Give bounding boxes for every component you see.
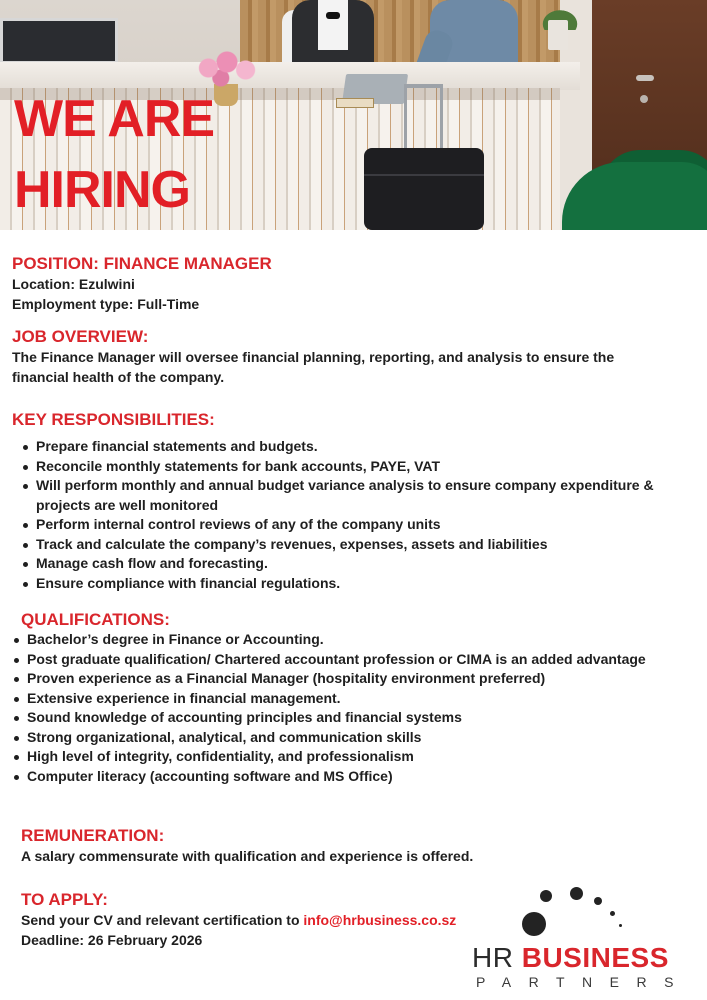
qualifications-heading: QUALIFICATIONS:	[21, 610, 170, 629]
overview-section	[12, 327, 662, 387]
overview-text: The Finance Manager will oversee financial planning, reporting, and analysis to ensure the financial health of the company.	[12, 349, 615, 385]
employment-type-text: Employment type: Full-Time	[12, 295, 200, 312]
logo-wordmark	[472, 942, 669, 974]
list-item: Strong organizational, analytical, and communication skills	[12, 728, 652, 748]
position-heading: POSITION: FINANCE MANAGER	[12, 254, 272, 273]
list-item: Prepare financial statements and budgets.	[21, 437, 672, 457]
hero-title-line2: HIRING	[14, 161, 190, 219]
remuneration-text: A salary commensurate with qualification and experience is offered.	[21, 848, 474, 864]
door-handle	[636, 75, 654, 81]
monitor	[0, 18, 118, 64]
logo-dot	[540, 890, 552, 902]
suitcase-handle-left	[404, 86, 407, 150]
responsibilities-list	[12, 437, 672, 593]
overview-heading: JOB OVERVIEW:	[12, 327, 149, 346]
list-item: Post graduate qualification/ Chartered accountant profession or CIMA is an added advantage	[12, 650, 652, 670]
apply-instruction: Send your CV and relevant certification to	[21, 912, 304, 928]
logo-business-text: BUSINESS	[521, 942, 669, 973]
deadline-text: Deadline: 26 February 2026	[21, 931, 203, 948]
logo-partners-text: PARTNERS	[476, 974, 691, 990]
logo-dot	[522, 912, 546, 936]
flowers	[196, 48, 258, 88]
desk-sign	[336, 98, 374, 108]
sofa	[562, 162, 707, 230]
logo-dot	[570, 887, 583, 900]
plant-pot	[548, 20, 568, 50]
qualifications-list	[12, 630, 652, 786]
suitcase-stripe	[364, 174, 484, 176]
suitcase-handle-right	[440, 86, 443, 150]
list-item: Ensure compliance with financial regulations.	[21, 574, 672, 594]
remuneration-section	[21, 826, 661, 867]
remuneration-heading: REMUNERATION:	[21, 826, 165, 845]
responsibilities-heading: KEY RESPONSIBILITIES:	[12, 410, 215, 429]
location-text: Location: Ezulwini	[12, 276, 135, 292]
list-item: High level of integrity, confidentiality, and professionalism	[12, 747, 652, 767]
hr-business-partners-logo	[470, 882, 698, 992]
logo-dot	[619, 924, 622, 927]
list-item: Extensive experience in financial management.	[12, 689, 652, 709]
list-item: Track and calculate the company’s revenues, expenses, assets and liabilities	[21, 535, 672, 555]
bow-tie	[326, 12, 340, 19]
apply-section	[21, 890, 481, 950]
list-item: Computer literacy (accounting software and MS Office)	[12, 767, 652, 787]
suitcase-handle	[404, 84, 443, 88]
hero-title	[14, 84, 254, 226]
list-item: Sound knowledge of accounting principles and financial systems	[12, 708, 652, 728]
list-item: Bachelor’s degree in Finance or Accounting.	[12, 630, 652, 650]
apply-heading: TO APPLY:	[21, 890, 108, 909]
qualifications-section	[21, 610, 661, 786]
responsibilities-section	[12, 410, 677, 593]
list-item: Reconcile monthly statements for bank accounts, PAYE, VAT	[21, 457, 672, 477]
apply-text	[21, 911, 481, 931]
logo-dot	[594, 897, 602, 905]
logo-dot	[610, 911, 615, 916]
door-lock	[640, 95, 648, 103]
list-item: Will perform monthly and annual budget variance analysis to ensure company expenditure & projects are well monitored	[21, 476, 672, 515]
receptionist-shirt	[318, 0, 348, 50]
hero-photo	[0, 0, 707, 230]
suitcase	[364, 148, 484, 230]
logo-hr-text: HR	[472, 942, 522, 973]
position-section	[12, 254, 272, 314]
hero-title-line1: WE ARE	[14, 90, 215, 148]
list-item: Perform internal control reviews of any of the company units	[21, 515, 672, 535]
email-link[interactable]: info@hrbusiness.co.sz	[303, 912, 457, 928]
list-item: Manage cash flow and forecasting.	[21, 554, 672, 574]
list-item: Proven experience as a Financial Manager (hospitality environment preferred)	[12, 669, 652, 689]
